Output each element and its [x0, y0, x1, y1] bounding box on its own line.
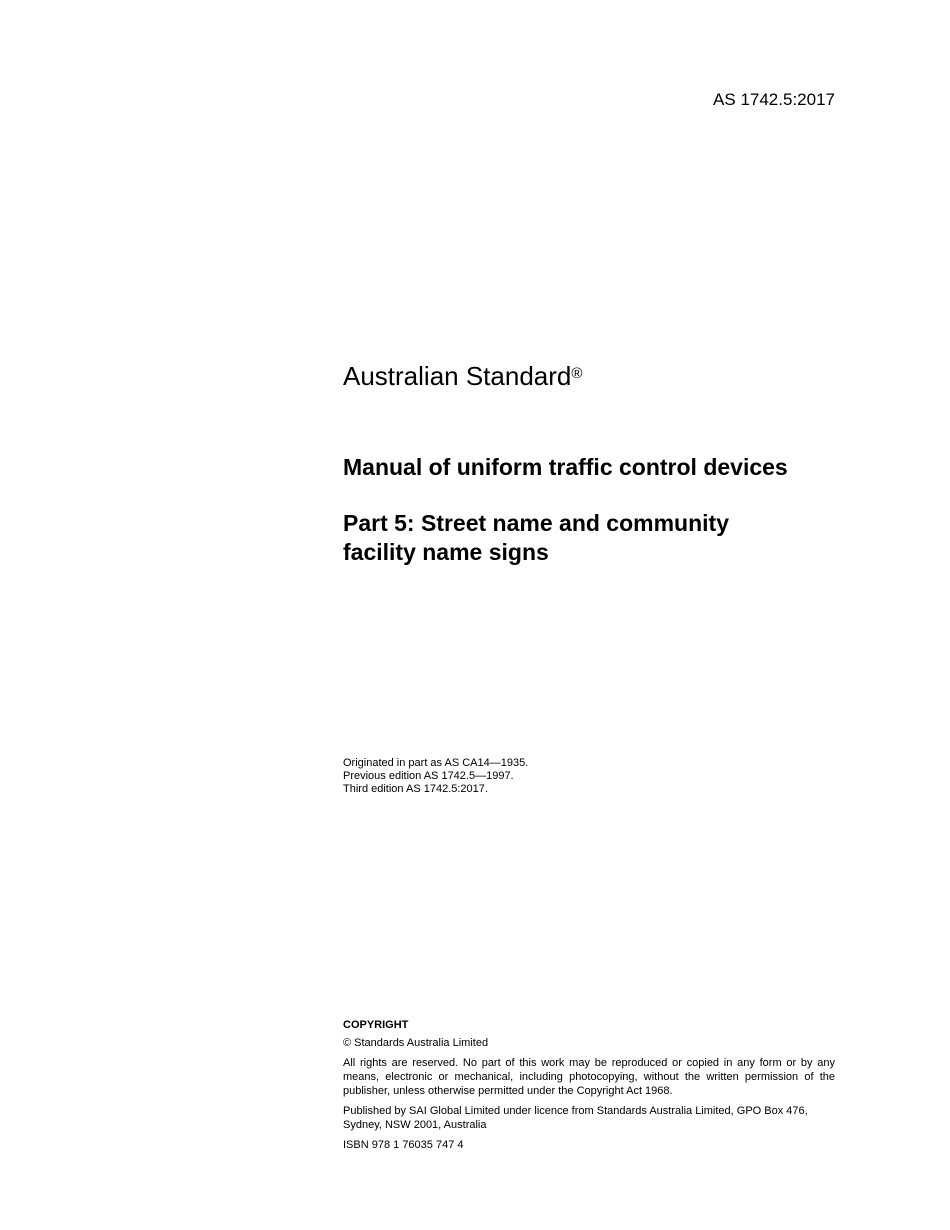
publisher-statement: Published by SAI Global Limited under licence from Standards Australia Limited, GPO Box 476, Sydney, NSW 2001, Australia [343, 1105, 808, 1131]
registered-mark: ® [571, 365, 583, 382]
isbn: ISBN 978 1 76035 747 4 [343, 1139, 464, 1151]
copyright-block [343, 1018, 835, 1158]
history-line: Third edition AS 1742.5:2017. [343, 783, 488, 795]
part-title-line1: Part 5: Street name and community [343, 510, 729, 536]
manual-title: Manual of uniform traffic control devices [343, 454, 788, 480]
standard-label: Australian Standard [343, 361, 572, 391]
copyright-heading: COPYRIGHT [343, 1019, 409, 1031]
part-title [343, 509, 823, 567]
copyright-owner: © Standards Australia Limited [343, 1037, 489, 1049]
edition-history [343, 757, 528, 796]
rights-statement: All rights are reserved. No part of this work may be reproduced or copied in any form or by any means, electronic or mechanical, including photocopying, without the written permission of the publisher, unless otherwise permitted under the Copyright Act 1968. [343, 1057, 835, 1097]
history-line: Previous edition AS 1742.5—1997. [343, 770, 514, 782]
part-title-line2: facility name signs [343, 539, 549, 565]
standard-number: AS 1742.5:2017 [713, 90, 835, 109]
history-line: Originated in part as AS CA14—1935. [343, 757, 529, 769]
standard-heading [343, 360, 582, 392]
